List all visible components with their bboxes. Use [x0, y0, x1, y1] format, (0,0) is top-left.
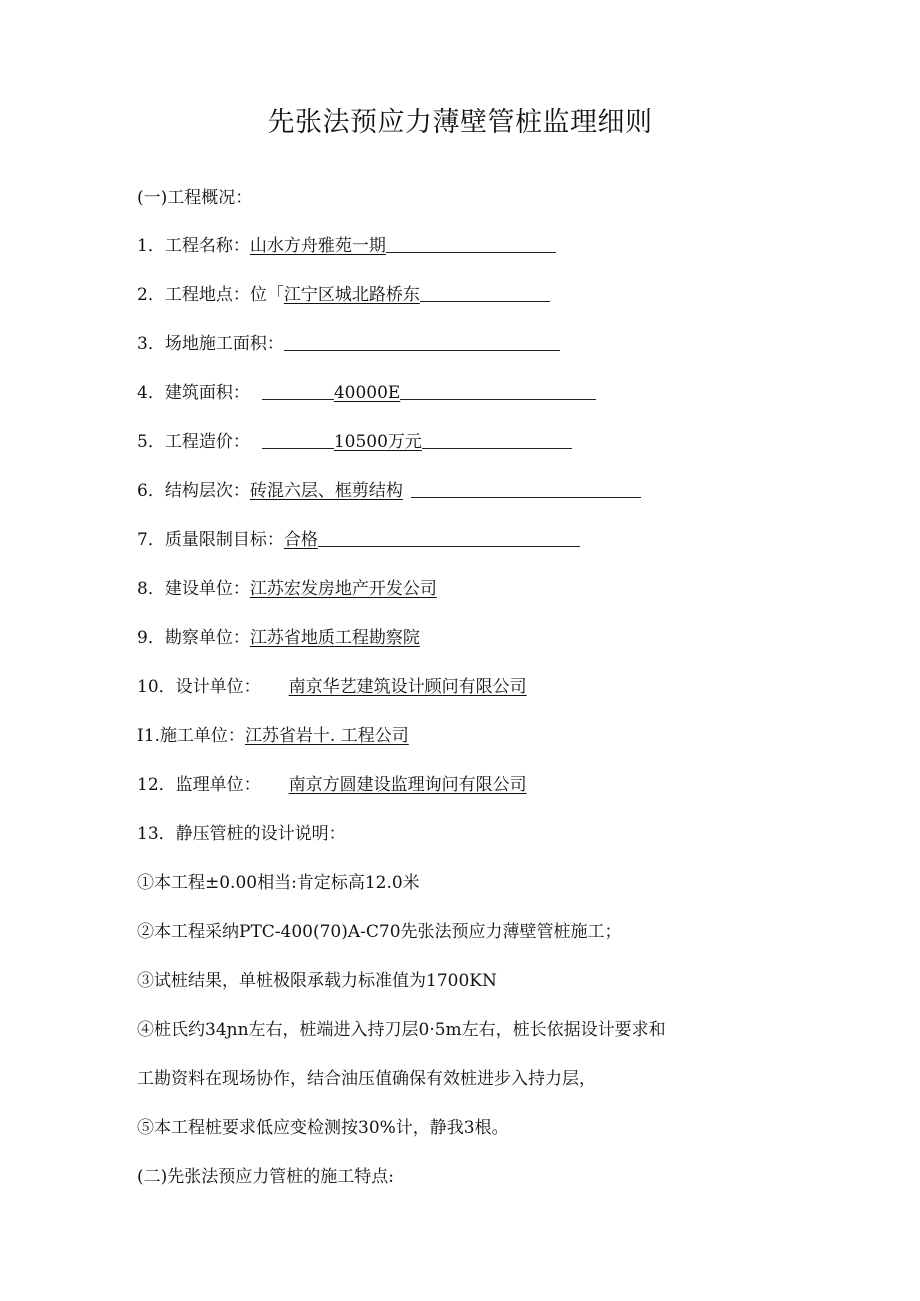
note-line: 工勘资料在现场协作，结合油压值确保有效桩进步入持力层， — [137, 1069, 596, 1089]
fill-line — [386, 234, 556, 253]
item-value: 山水方舟雅苑一期 — [249, 236, 386, 256]
item-number: 6 — [137, 481, 148, 501]
fill-line — [400, 381, 596, 400]
item-value: 江苏宏发房地产开发公司 — [249, 579, 437, 599]
item-label: ．工程造价： — [147, 432, 250, 452]
item-value: 10500万元 — [333, 432, 422, 452]
item-number: 1 — [137, 236, 148, 256]
item-number: 12 — [137, 775, 159, 795]
item-label: ．场地施工面积： — [147, 334, 284, 354]
item-label: ．设计单位： — [158, 677, 261, 697]
item-label: ．工程地点： — [147, 285, 250, 305]
item-survey-unit — [137, 626, 420, 650]
item-project-name — [137, 234, 556, 258]
item-pile-design-notes — [137, 822, 346, 846]
item-quality-target — [137, 528, 580, 552]
item-value: 40000E — [333, 383, 401, 403]
item-label: ．监理单位： — [158, 775, 261, 795]
document-title: 先张法预应力薄壁管桩监理细则 — [267, 107, 653, 138]
item-value: 砖混六层、框剪结构 — [249, 481, 403, 501]
fill-line — [284, 332, 560, 351]
item-label: ．建设单位： — [147, 579, 250, 599]
item-building-area — [137, 381, 596, 405]
item-label: ．静压管桩的设计说明： — [158, 824, 346, 844]
item-label: ．建筑面积： — [147, 383, 250, 403]
item-label: ．结构层次： — [147, 481, 250, 501]
item-value: 江宁区城北路桥东 — [283, 285, 420, 305]
item-value: 南京方圆建设监理询问有限公司 — [288, 775, 527, 795]
note-line: ②本工程采纳PTC-400(70)A-C70先张法预应力薄壁管桩施工； — [137, 922, 622, 942]
item-developer — [137, 577, 437, 601]
fill-line — [262, 381, 334, 400]
item-number: 10 — [137, 677, 159, 697]
item-supervision-unit — [137, 773, 527, 797]
fill-line — [411, 479, 641, 498]
fill-line — [422, 430, 572, 449]
item-number: 5 — [137, 432, 148, 452]
item-value: 江苏省地质工程勘察院 — [249, 628, 420, 648]
item-number: I1. — [137, 726, 160, 746]
item-project-cost — [137, 430, 572, 454]
item-label: ．工程名称： — [147, 236, 250, 256]
item-number: 13 — [137, 824, 159, 844]
note-line: ④桩氏约34ɲn左右，桩端进入持刀层0·5m左右，桩长依据设计要求和 — [137, 1020, 666, 1040]
note-line: ⑤本工程桩要求低应变检测按30%计，静我3根。 — [137, 1118, 509, 1138]
item-prefix: 位「 — [249, 285, 284, 305]
fill-line — [420, 283, 550, 302]
item-project-location — [137, 283, 550, 307]
item-design-unit — [137, 675, 527, 699]
item-number: 3 — [137, 334, 148, 354]
item-number: 8 — [137, 579, 148, 599]
item-number: 7 — [137, 530, 148, 550]
item-number: 9 — [137, 628, 148, 648]
item-label: ．勘察单位： — [147, 628, 250, 648]
item-construction-unit — [137, 724, 409, 748]
fill-line — [262, 430, 334, 449]
item-structure — [137, 479, 641, 503]
section-heading-construction-features: (二)先张法预应力管桩的施工特点: — [137, 1167, 394, 1187]
item-value: 江苏省岩十. 工程公司 — [244, 726, 409, 746]
item-value: 南京华艺建筑设计顾问有限公司 — [288, 677, 527, 697]
item-label: 施工单位： — [159, 726, 245, 746]
item-number: 4 — [137, 383, 148, 403]
item-number: 2 — [137, 285, 148, 305]
note-line: ③试桩结果，单桩极限承载力标准值为1700KN — [137, 971, 497, 991]
item-site-area — [137, 332, 560, 356]
note-line: ①本工程±0.00相当:肯定标高12.0米 — [137, 873, 420, 893]
item-label: ．质量限制目标： — [147, 530, 284, 550]
item-value: 合格 — [283, 530, 318, 550]
fill-line — [318, 528, 580, 547]
section-heading-overview: (一)工程概况： — [137, 188, 253, 208]
